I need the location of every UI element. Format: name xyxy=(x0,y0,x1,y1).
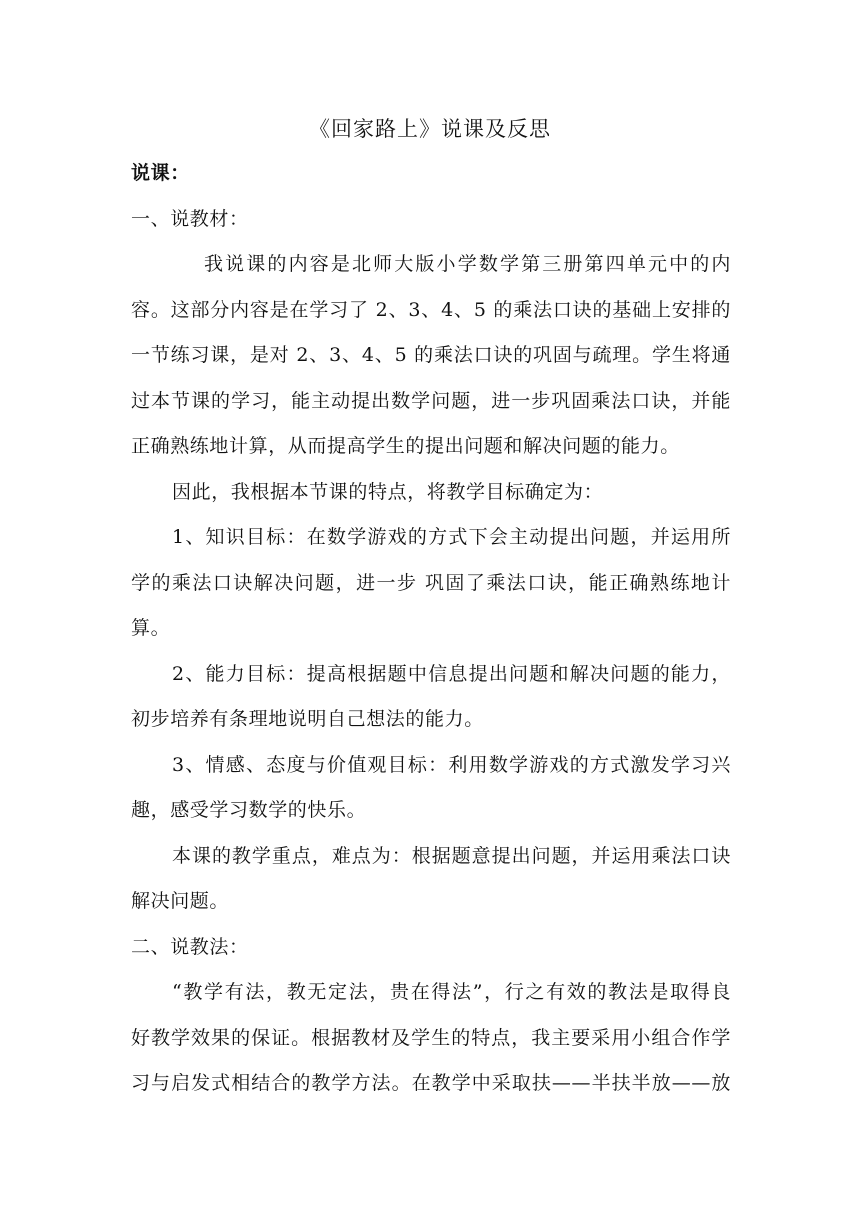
goal3-line: 3、情感、态度与价值观目标：利用数学游戏的方式激发学习兴 xyxy=(172,754,731,776)
para3-line: “教学有法，教无定法，贵在得法”，行之有效的教法是取得良 xyxy=(172,981,731,1003)
keypoint-line: 解决问题。 xyxy=(131,890,230,912)
goal1-line: 1、知识目标：在数学游戏的方式下会主动提出问题，并运用所 xyxy=(172,526,731,548)
heading-shuoke: 说课： xyxy=(131,162,190,184)
goal1-line: 学的乘法口诀解决问题，进一步 巩固了乘法口诀，能正确熟练地计 xyxy=(131,572,731,594)
para3-line: 好教学效果的保证。根据教材及学生的特点，我主要采用小组合作学 xyxy=(131,1027,731,1049)
para2: 因此，我根据本节课的特点，将教学目标确定为： xyxy=(172,481,604,503)
para1-line: 我说课的内容是北师大版小学数学第三册第四单元中的内 xyxy=(204,253,731,275)
section2-heading: 二、说教法： xyxy=(131,936,249,958)
goal2-line: 2、能力目标：提高根据题中信息提出问题和解决问题的能力， xyxy=(172,663,731,685)
para1-line: 一节练习课，是对 2、3、4、5 的乘法口诀的巩固与疏理。学生将通 xyxy=(131,344,731,366)
document-title: 《回家路上》说课及反思 xyxy=(309,117,551,141)
section1-heading: 一、说教材： xyxy=(131,208,249,230)
para1-line: 过本节课的学习，能主动提出数学问题，进一步巩固乘法口诀，并能 xyxy=(131,390,731,412)
goal3-line: 趣，感受学习数学的快乐。 xyxy=(131,799,367,821)
para1-line: 容。这部分内容是在学习了 2、3、4、5 的乘法口诀的基础上安排的 xyxy=(131,299,731,321)
para3-line: 习与启发式相结合的教学方法。在教学中采取扶——半扶半放——放 xyxy=(131,1072,731,1094)
para1-line: 正确熟练地计算，从而提高学生的提出问题和解决问题的能力。 xyxy=(131,435,680,457)
goal2-line: 初步培养有条理地说明自己想法的能力。 xyxy=(131,708,484,730)
goal1-line: 算。 xyxy=(131,617,171,639)
keypoint-line: 本课的教学重点，难点为：根据题意提出问题，并运用乘法口诀 xyxy=(172,845,731,867)
